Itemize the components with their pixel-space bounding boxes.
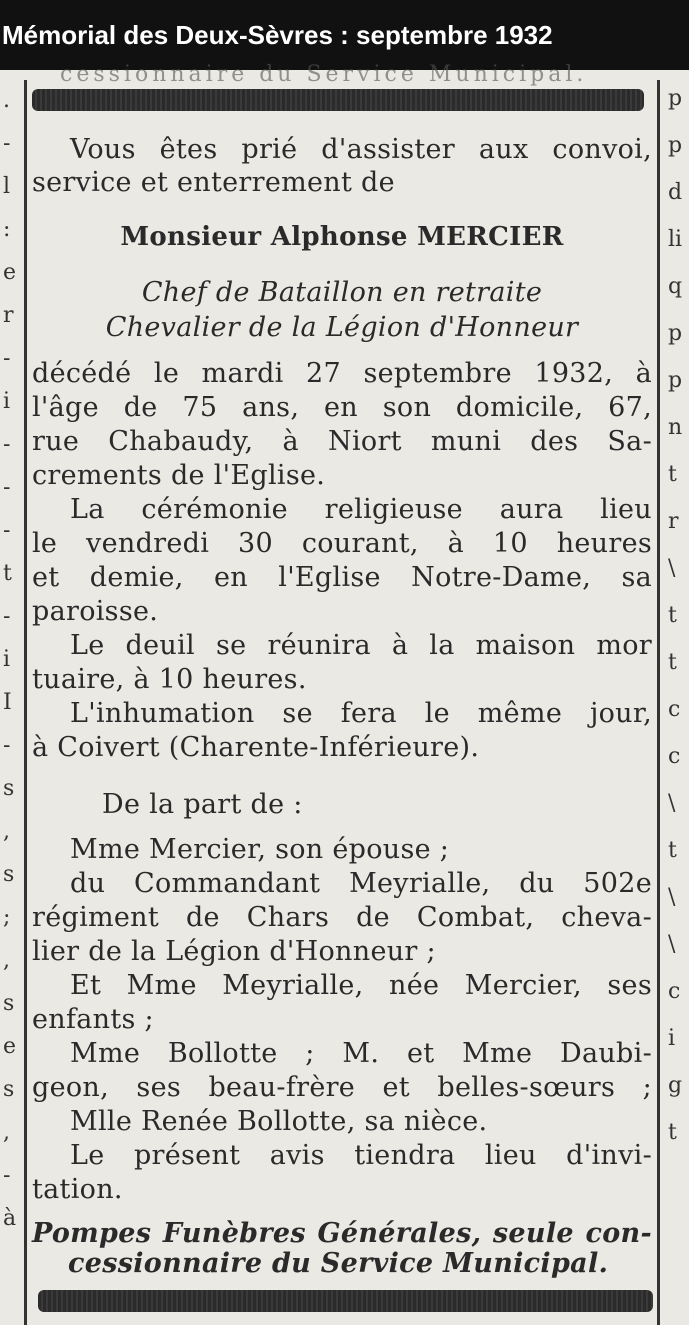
margin-fragment: - (3, 131, 11, 156)
margin-fragment: i (3, 647, 11, 672)
margin-fragment: I (3, 690, 12, 715)
footer-undertaker: cessionnaire du Service Municipal. (68, 1248, 609, 1279)
margin-fragment: s (3, 776, 15, 801)
margin-fragment: t (668, 462, 677, 487)
margin-fragment: - (3, 1163, 11, 1188)
margin-fragment: n (668, 415, 683, 440)
page-title: Mémorial des Deux-Sèvres : septembre 1932 (2, 20, 553, 50)
margin-fragment: - (3, 604, 11, 629)
margin-fragment: , (3, 1120, 10, 1145)
notice-line: régiment de Chars de Combat, cheva- (32, 902, 652, 933)
margin-fragment: d (668, 180, 683, 205)
margin-fragment: p (668, 86, 683, 111)
cut-previous-text: cessionnaire du Service Municipal. (60, 62, 588, 87)
notice-line: crements de l'Eglise. (32, 460, 326, 491)
margin-fragment: , (3, 948, 10, 973)
margin-fragment: à (3, 1206, 17, 1231)
column-rule-right (657, 80, 660, 1325)
margin-fragment: - (3, 518, 11, 543)
margin-fragment: i (668, 1026, 676, 1051)
margin-fragment: c (668, 979, 681, 1004)
margin-fragment: r (3, 303, 14, 328)
margin-fragment: \ (668, 932, 676, 957)
footer-undertaker: Pompes Funèbres Générales, seule con- (32, 1218, 652, 1249)
margin-fragment: - (3, 475, 11, 500)
margin-fragment: - (3, 432, 11, 457)
margin-fragment: s (3, 991, 15, 1016)
notice-line: lier de la Légion d'Honneur ; (32, 936, 436, 967)
margin-fragment: t (3, 561, 12, 586)
mourning-band-bottom (38, 1290, 653, 1312)
margin-fragment: ; (3, 905, 11, 930)
notice-line: Vous êtes prié d'assister aux convoi, (70, 134, 652, 165)
margin-fragment: li (668, 227, 683, 252)
notice-line: tuaire, à 10 heures. (32, 664, 307, 695)
margin-fragment: t (668, 838, 677, 863)
column-rule-left (24, 80, 27, 1325)
deceased-rank: Chef de Bataillon en retraite (141, 277, 543, 308)
notice-line: Mme Mercier, son épouse ; (70, 834, 450, 865)
margin-fragment: p (668, 321, 683, 346)
margin-fragment: q (668, 274, 683, 299)
notice-line: enfants ; (32, 1004, 154, 1035)
notice-line: décédé le mardi 27 septembre 1932, à (32, 358, 652, 389)
margin-fragment: i (3, 389, 11, 414)
newspaper-clipping (0, 62, 689, 1325)
margin-fragment: , (3, 819, 10, 844)
margin-fragment: c (668, 744, 681, 769)
mourning-band-top (32, 89, 644, 111)
notice-line: et demie, en l'Eglise Notre-Dame, sa (32, 562, 652, 593)
margin-fragment: l (3, 174, 11, 199)
margin-fragment: c (668, 697, 681, 722)
margin-fragment: s (3, 1077, 15, 1102)
notice-line: paroisse. (32, 596, 159, 627)
from-heading: De la part de : (102, 789, 303, 820)
notice-line: l'âge de 75 ans, en son domicile, 67, (32, 392, 652, 423)
margin-fragment: g (668, 1073, 683, 1098)
margin-fragment: t (668, 603, 677, 628)
deceased-name: Monsieur Alphonse MERCIER (120, 222, 564, 252)
page-header (0, 0, 689, 70)
notice-line: rue Chabaudy, à Niort muni des Sa- (32, 426, 652, 457)
margin-fragment: \ (668, 885, 676, 910)
notice-line: du Commandant Meyrialle, du 502e (70, 868, 652, 899)
notice-line: Le présent avis tiendra lieu d'invi- (70, 1140, 652, 1171)
margin-fragment: t (668, 1120, 677, 1145)
margin-fragment: e (3, 1034, 17, 1059)
notice-line: le vendredi 30 courant, à 10 heures (32, 528, 652, 559)
notice-line: Et Mme Meyrialle, née Mercier, ses (70, 970, 652, 1001)
margin-fragment: e (3, 260, 17, 285)
margin-fragment: \ (668, 791, 676, 816)
margin-fragment: - (3, 733, 11, 758)
notice-line: Le deuil se réunira à la maison mor (70, 630, 652, 661)
notice-line: Mme Bollotte ; M. et Mme Daubi- (70, 1038, 652, 1069)
notice-line: L'inhumation se fera le même jour, (70, 698, 652, 729)
margin-fragment: t (668, 650, 677, 675)
margin-fragment: - (3, 346, 11, 371)
notice-line: tation. (32, 1174, 123, 1205)
margin-fragment: r (668, 509, 679, 534)
margin-fragment: p (668, 368, 683, 393)
notice-line: à Coivert (Charente-Inférieure). (32, 732, 480, 763)
margin-fragment: \ (668, 556, 676, 581)
margin-fragment: s (3, 862, 15, 887)
margin-fragment: : (3, 217, 11, 242)
notice-line: geon, ses beau-frère et belles-sœurs ; (32, 1072, 652, 1103)
margin-fragment: p (668, 133, 683, 158)
notice-line: La cérémonie religieuse aura lieu (70, 494, 652, 525)
notice-line: service et enterrement de (32, 167, 395, 198)
margin-fragment: . (3, 88, 10, 113)
notice-line: Mlle Renée Bollotte, sa nièce. (70, 1106, 488, 1137)
deceased-honour: Chevalier de la Légion d'Honneur (105, 312, 579, 343)
